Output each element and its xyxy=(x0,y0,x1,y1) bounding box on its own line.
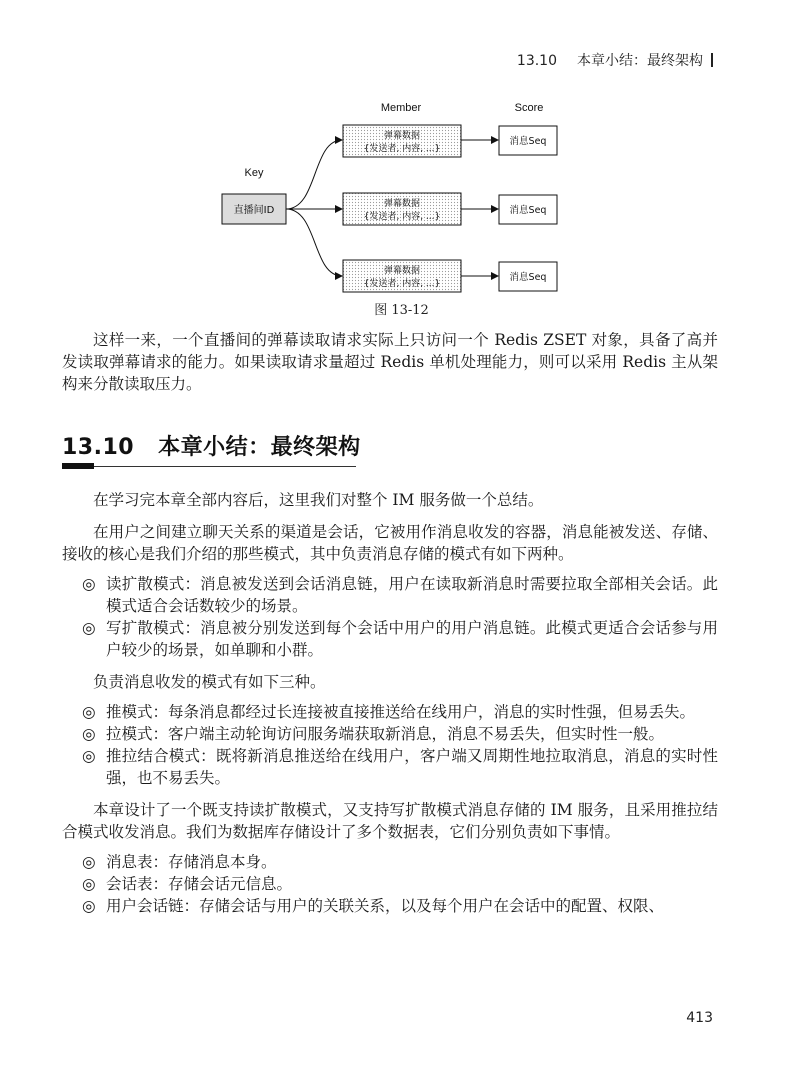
list-item-text: 读扩散模式：消息被发送到会话消息链，用户在读取新消息时需要拉取全部相关会话。此模式适合会话数较少的场景。 xyxy=(106,575,718,615)
bullet-icon: ◎ xyxy=(82,875,96,893)
list-item xyxy=(62,745,718,789)
bullet-icon: ◎ xyxy=(82,897,96,915)
list-item-text: 推模式：每条消息都经过长连接被直接推送给在线用户，消息的实时性强，但易丢失。 xyxy=(106,703,696,721)
bullet-icon: ◎ xyxy=(82,703,96,721)
list-item-text: 用户会话链：存储会话与用户的关联关系，以及每个用户在会话中的配置、权限、 xyxy=(106,897,665,915)
delivery-mode-list xyxy=(62,701,718,789)
bullet-icon: ◎ xyxy=(82,747,96,765)
figure-caption: 图 13-12 xyxy=(374,303,429,318)
member-1-line2: {发送者, 内容, ...} xyxy=(363,144,441,154)
list-item xyxy=(62,895,718,917)
score-2: 消息Seq xyxy=(509,205,547,216)
section-title: 本章小结：最终架构 xyxy=(158,435,361,460)
list-item-text: 消息表：存储消息本身。 xyxy=(106,853,277,871)
member-3-line2: {发送者, 内容, ...} xyxy=(363,279,441,289)
list-item-text: 拉模式：客户端主动轮询访问服务端获取新消息，消息不易丢失，但实时性一般。 xyxy=(106,725,665,743)
section-heading xyxy=(62,430,362,461)
key-label: Key xyxy=(244,167,264,179)
list-item xyxy=(62,723,718,745)
storage-mode-list xyxy=(62,573,718,661)
running-header xyxy=(517,50,713,70)
member-2-line2: {发送者, 内容, ...} xyxy=(363,212,441,222)
design-paragraph: 本章设计了一个既支持读扩散模式，又支持写扩散模式消息存储的 IM 服务，且采用推拉结合模式收发消息。我们为数据库存储设计了多个数据表，它们分别负责如下事情。 xyxy=(62,801,718,841)
summary-paragraph: 在学习完本章全部内容后，这里我们对整个 IM 服务做一个总结。 xyxy=(93,491,544,509)
intro-paragraph: 这样一来，一个直播间的弹幕读取请求实际上只访问一个 Redis ZSET 对象，具备了高并发读取弹幕请求的能力。如果读取请求量超过 Redis 单机处理能力，则可以采用 Redis 主从架构来分散读取压力。 xyxy=(62,331,718,393)
section-number: 13.10 xyxy=(62,435,135,460)
list-item-text: 推拉结合模式：既将新消息推送给在线用户，客户端又周期性地拉取消息，消息的实时性强，也不易丢失。 xyxy=(106,747,718,787)
key-box-label: 直播间ID xyxy=(233,205,275,216)
figure-diagram xyxy=(0,90,803,320)
table-list xyxy=(62,851,718,917)
delivery-paragraph: 负责消息收发的模式有如下三种。 xyxy=(93,673,326,691)
section-rule-accent xyxy=(62,463,94,469)
list-item xyxy=(62,873,718,895)
column-label-member: Member xyxy=(380,102,422,114)
bullet-icon: ◎ xyxy=(82,575,96,593)
bullet-icon: ◎ xyxy=(82,619,96,637)
member-3-line1: 弹幕数据 xyxy=(383,266,421,276)
figure-13-12 xyxy=(0,90,803,320)
page-number: 413 xyxy=(686,1010,713,1026)
member-1-line1: 弹幕数据 xyxy=(383,131,421,141)
running-header-title: 本章小结：最终架构 xyxy=(577,53,703,69)
storage-paragraph: 在用户之间建立聊天关系的渠道是会话，它被用作消息收发的容器，消息能被发送、存储、接收的核心是我们介绍的那些模式，其中负责消息存储的模式有如下两种。 xyxy=(62,523,718,563)
member-row-1 xyxy=(343,125,557,157)
bullet-icon: ◎ xyxy=(82,853,96,871)
list-item xyxy=(62,573,718,617)
section-rule xyxy=(62,466,356,467)
column-label-score: Score xyxy=(514,102,544,114)
list-item-text: 写扩散模式：消息被分别发送到每个会话中用户的用户消息链。此模式更适合会话参与用户较少的场景，如单聊和小群。 xyxy=(106,619,718,659)
running-header-bar xyxy=(711,53,713,67)
bullet-icon: ◎ xyxy=(82,725,96,743)
intro-block xyxy=(62,329,718,395)
list-item xyxy=(62,617,718,661)
score-1: 消息Seq xyxy=(509,136,547,147)
list-item-text: 会话表：存储会话元信息。 xyxy=(106,875,293,893)
score-3: 消息Seq xyxy=(509,272,547,283)
section-body xyxy=(62,489,718,917)
list-item xyxy=(62,701,718,723)
list-item xyxy=(62,851,718,873)
connector-bottom xyxy=(286,209,342,276)
key-box xyxy=(222,194,286,224)
member-row-2 xyxy=(343,193,557,225)
running-header-number: 13.10 xyxy=(516,53,557,69)
connector-top xyxy=(286,140,342,209)
member-2-line1: 弹幕数据 xyxy=(383,199,421,209)
member-row-3 xyxy=(343,260,557,292)
